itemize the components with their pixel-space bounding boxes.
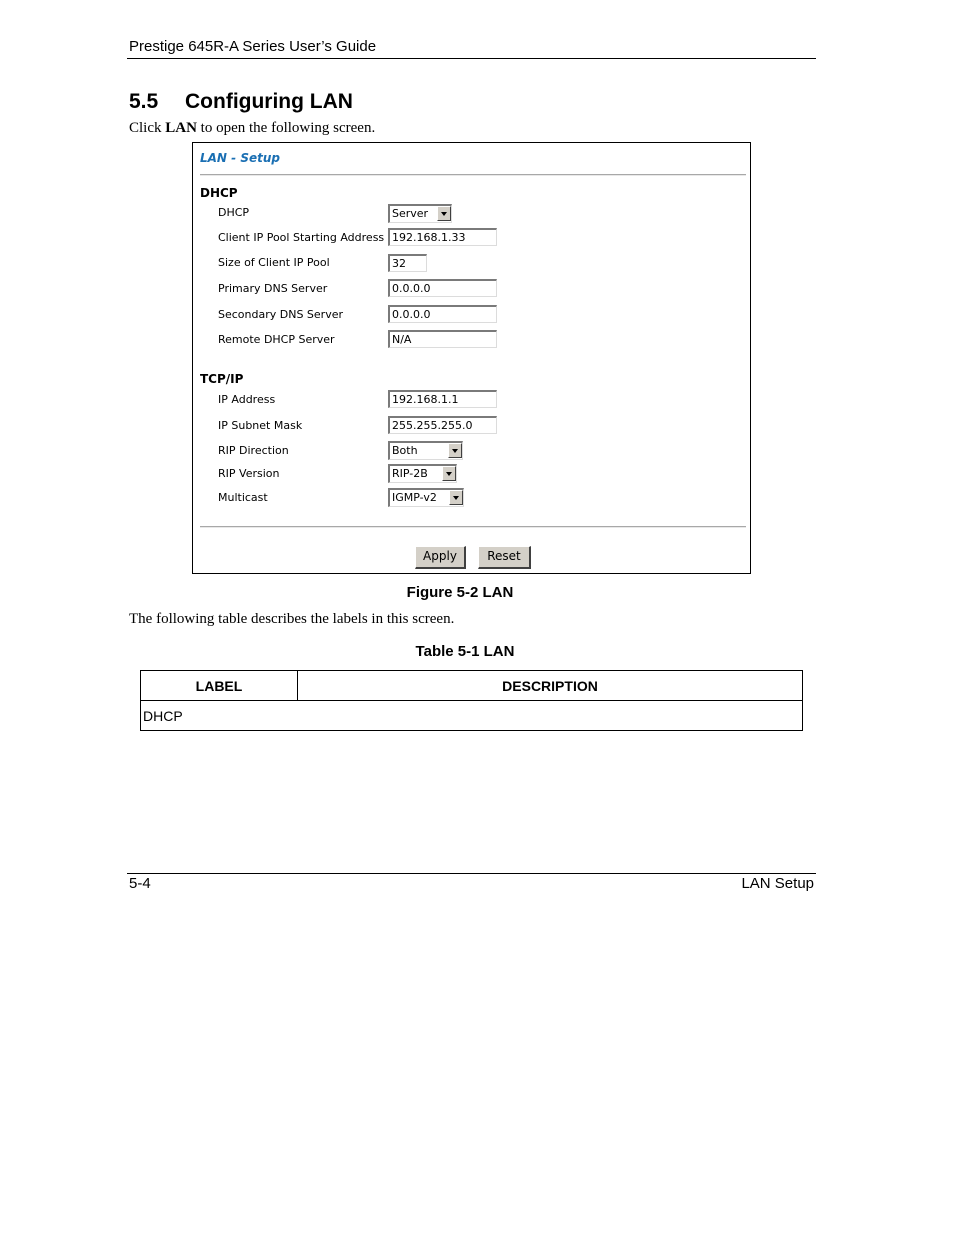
section-number: 5.5 <box>129 90 159 113</box>
rip-direction-label: RIP Direction <box>218 444 289 457</box>
dhcp-label: DHCP <box>218 206 250 219</box>
table-row <box>141 701 803 731</box>
chapter-name: LAN Setup <box>741 875 814 892</box>
table-caption: Table 5-1 LAN <box>415 643 515 660</box>
remote-dhcp-label: Remote DHCP Server <box>218 333 335 346</box>
lan-setup-screenshot <box>192 142 751 574</box>
multicast-label: Multicast <box>218 491 268 504</box>
ip-address-label: IP Address <box>218 393 276 406</box>
section-title: Configuring LAN <box>185 90 353 113</box>
apply-button[interactable]: Apply <box>415 546 466 569</box>
subnet-mask-input[interactable]: 255.255.255.0 <box>388 416 497 434</box>
rip-version-value: RIP-2B <box>392 467 428 480</box>
intro-text <box>129 120 375 137</box>
bottom-divider <box>200 526 746 528</box>
chevron-down-icon <box>449 490 463 505</box>
dhcp-group-label: DHCP <box>200 186 238 200</box>
intro-pre: Click <box>129 120 166 136</box>
primary-dns-input[interactable]: 0.0.0.0 <box>388 279 497 297</box>
secondary-dns-label: Secondary DNS Server <box>218 308 344 321</box>
rip-direction-value: Both <box>392 444 418 457</box>
footer-rule <box>127 873 816 874</box>
dhcp-select[interactable] <box>388 204 452 223</box>
running-header: Prestige 645R-A Series User’s Guide <box>129 38 377 55</box>
title-divider <box>200 174 746 176</box>
tcpip-group-label: TCP/IP <box>200 372 244 386</box>
description-paragraph: The following table describes the labels in this screen. <box>129 611 455 627</box>
pool-start-label: Client IP Pool Starting Address <box>218 231 385 244</box>
table-section-cell: DHCP <box>141 701 803 731</box>
pool-start-input[interactable]: 192.168.1.33 <box>388 228 497 246</box>
remote-dhcp-input[interactable]: N/A <box>388 330 497 348</box>
rip-version-select[interactable] <box>388 464 457 483</box>
pool-size-label: Size of Client IP Pool <box>218 256 330 269</box>
figure-caption: Figure 5-2 LAN <box>406 584 514 601</box>
description-column-header: DESCRIPTION <box>298 671 803 701</box>
section-heading <box>129 90 353 114</box>
header-rule <box>127 58 816 59</box>
primary-dns-label: Primary DNS Server <box>218 282 328 295</box>
ip-address-input[interactable]: 192.168.1.1 <box>388 390 497 408</box>
table-header-row <box>141 671 803 701</box>
multicast-select[interactable] <box>388 488 464 507</box>
screen-title: LAN - Setup <box>200 151 280 165</box>
secondary-dns-input[interactable]: 0.0.0.0 <box>388 305 497 323</box>
dhcp-select-value: Server <box>392 207 429 220</box>
intro-post: to open the following screen. <box>196 120 376 136</box>
pool-size-input[interactable]: 32 <box>388 254 427 272</box>
chevron-down-icon <box>448 443 462 458</box>
page-number: 5-4 <box>129 875 151 892</box>
label-description-table <box>140 670 803 731</box>
reset-button[interactable]: Reset <box>478 546 531 569</box>
multicast-value: IGMP-v2 <box>392 491 437 504</box>
rip-direction-select[interactable] <box>388 441 463 460</box>
rip-version-label: RIP Version <box>218 467 280 480</box>
chevron-down-icon <box>442 466 456 481</box>
intro-bold: LAN <box>165 120 197 136</box>
label-column-header: LABEL <box>141 671 298 701</box>
subnet-mask-label: IP Subnet Mask <box>218 419 303 432</box>
chevron-down-icon <box>437 206 451 221</box>
